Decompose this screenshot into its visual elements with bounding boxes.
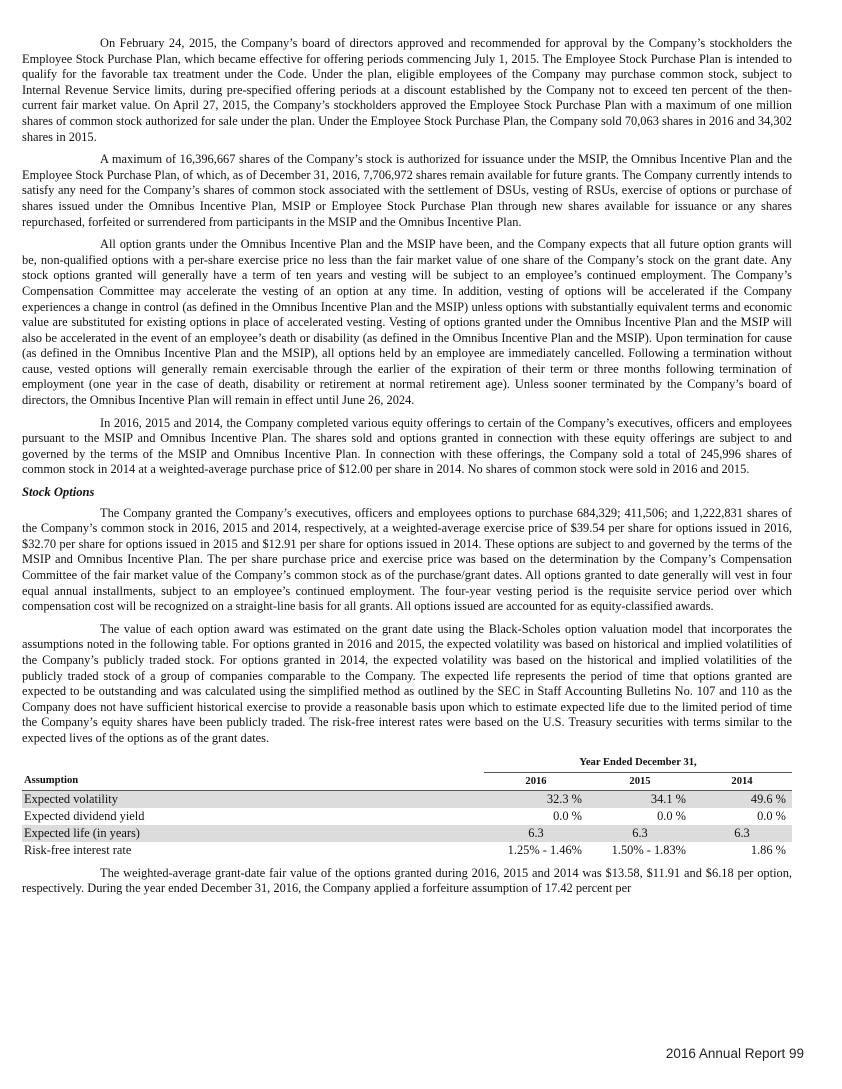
row-label: Expected dividend yield: [24, 808, 145, 823]
paragraph-espp: On February 24, 2015, the Company’s board of directors approved and recommended for approval by the Company’s stockholders the Employee Stock Purchase Plan, which became effective for offering periods commencing July 1, 2015. The Employee Stock Purchase Plan is intended to qualify for the favorable tax treatment under the Code. Under the plan, eligible employees of the Company may purchase common stock, subject to Internal Revenue Service limits, during pre-specified offering periods at a discount established by the Company not to exceed ten percent of the then-current fair market value. On April 27, 2015, the Company’s stockholders approved the Employee Stock Purchase Plan with a maximum of one million shares of common stock authorized for sale under the plan. Under the Employee Stock Purchase Plan, the Company sold 70,063 shares in 2016 and 34,302 shares in 2015.: [22, 36, 792, 144]
cell-2016: 32.3 %: [484, 790, 588, 808]
assumption-column-header: Assumption: [22, 772, 484, 790]
row-label: Expected volatility: [22, 790, 484, 808]
cell-2014: 6.3: [692, 825, 792, 842]
table-row: [22, 825, 792, 842]
cell-2014: 49.6 %: [692, 790, 792, 808]
cell-2014: 1.86 %: [750, 842, 786, 857]
paragraph-fair-value: The weighted-average grant-date fair value of the options granted during 2016, 2015 and 2014 was $13.58, $11.91 and $6.18 per option, respectively. During the year ended December 31, 2016, the Company applied a forfeiture assumption of 17.42 percent per: [22, 865, 792, 896]
cell-2016: 0.0 %: [553, 808, 582, 823]
page-footer: 2016 Annual Report 99: [665, 1046, 804, 1061]
cell-2015: 34.1 %: [588, 790, 692, 808]
table-span-header-row: [22, 754, 792, 773]
cell-2016: 6.3: [484, 825, 588, 842]
table-column-header-row: [22, 772, 792, 790]
assumptions-table: [22, 754, 792, 859]
paragraph-shares-authorized: A maximum of 16,396,667 shares of the Company’s stock is authorized for issuance under the MSIP, the Omnibus Incentive Plan and the Employee Stock Purchase Plan, of which, as of December 31, 2016, 7,706,972 shares remain available for future grants. The Company currently intends to satisfy any need for the Company’s shares of common stock associated with the settlement of DSUs, vesting of RSUs, exercise of options or purchase of shares issued under the Omnibus Incentive Plan, MSIP or Employee Stock Purchase Plan through new shares available for issuance or any shares repurchased, forfeited or surrendered from participants in the MSIP and the Omnibus Incentive Plan.: [22, 152, 792, 229]
paragraph-equity-offerings: In 2016, 2015 and 2014, the Company completed various equity offerings to certain of the Company’s executives, officers and employees pursuant to the MSIP and Omnibus Incentive Plan. The shares sold and options granted in connection with these equity offerings are subject to and governed by the terms of the MSIP and Omnibus Incentive Plan. In connection with these offerings, the Company sold a total of 245,996 shares of common stock in 2014 at a weighted-average purchase price of $12.00 per share in 2014. No shares of common stock were sold in 2016 and 2015.: [22, 415, 792, 477]
year-2015-header: 2015: [588, 772, 692, 790]
cell-2015: 6.3: [588, 825, 692, 842]
paragraph-option-grants: All option grants under the Omnibus Incentive Plan and the MSIP have been, and the Company expects that all future option grants will be, non-qualified options with a per-share exercise price no less than the fair market value of one share of the Company’s stock on the grant date. Any stock options granted will generally have a term of ten years and vesting will be subject to an employee’s continued employment. The Company’s Compensation Committee may accelerate the vesting of an option at any time. In addition, vesting of options will be accelerated if the Company experiences a change in control (as defined in the Omnibus Incentive Plan and the MSIP) unless options with substantially equivalent terms and economic value are substituted for existing options in place of accelerated vesting. Vesting of options granted under the Omnibus Incentive Plan and the MSIP will also be accelerated in the event of an employee’s death or disability (as defined in the Omnibus Incentive Plan and the MSIP). Upon termination for cause (as defined in the Omnibus Incentive Plan and the MSIP), all options held by an employee are immediately cancelled. Following a termination without cause, vested options will generally remain exercisable through the earlier of the expiration of their term or three months following termination of employment (one year in the case of death, disability or retirement at normal retirement age). Unless sooner terminated by the Company’s board of directors, the Omnibus Incentive Plan will remain in effect until June 26, 2024.: [22, 237, 792, 408]
table-row: [22, 842, 792, 859]
paragraph-options-granted: The Company granted the Company’s executives, officers and employees options to purchase 684,329; 411,506; and 1,222,831 shares of the Company’s common stock in 2016, 2015 and 2014, respectively, at a weighted-average exercise price of $39.54 per share for options issued in 2016, $32.70 per share for options issued in 2015 and $12.91 per share for options issued in 2014. These options are subject to and governed by the terms of the MSIP and Omnibus Incentive Plan. The per share purchase price and exercise price was based on the determination by the Company’s Compensation Committee of the fair market value of the Company’s common stock as of the purchase/grant dates. All options granted to date generally will vest in four equal annual installments, subject to an employee’s continued employment. The four-year vesting period is the requisite service period over which compensation cost will be recognized on a straight-line basis for all grants. All options issued are accounted for as equity-classified awards.: [22, 505, 792, 614]
paragraph-black-scholes: The value of each option award was estimated on the grant date using the Black-Scholes option valuation model that incorporates the assumptions noted in the following table. For options granted in 2016 and 2015, the expected volatility was based on historical and implied volatilities of the Company’s publicly traded stock. For options granted in 2014, the expected volatility was based on the historical and implied volatilities of the publicly traded stock of a group of companies comparable to the Company. The expected life represents the period of time that options granted are expected to be outstanding and was calculated using the simplified method as outlined by the SEC in Staff Accounting Bulletins No. 107 and 110 as the Company does not have sufficient historical exercise to provide a reasonable basis upon which to estimate expected life due to the limited period of time the Company’s equity shares have been publicly traded. The risk-free interest rates were based on the U.S. Treasury securities with terms similar to the expected lives of the options as of the grant dates.: [22, 621, 792, 745]
cell-2014: 0.0 %: [757, 808, 786, 823]
row-label: Risk-free interest rate: [24, 842, 132, 857]
year-2014-header: 2014: [692, 772, 792, 790]
cell-2016: 1.25% - 1.46%: [507, 842, 582, 857]
section-heading-stock-options: Stock Options: [22, 485, 95, 500]
table-row: [22, 808, 792, 825]
cell-2015: 0.0 %: [657, 808, 686, 823]
document-page: [22, 36, 792, 904]
year-2016-header: 2016: [484, 772, 588, 790]
year-ended-header: Year Ended December 31,: [484, 754, 792, 773]
row-label: Expected life (in years): [22, 825, 484, 842]
cell-2015: 1.50% - 1.83%: [611, 842, 686, 857]
table-row: [22, 790, 792, 808]
